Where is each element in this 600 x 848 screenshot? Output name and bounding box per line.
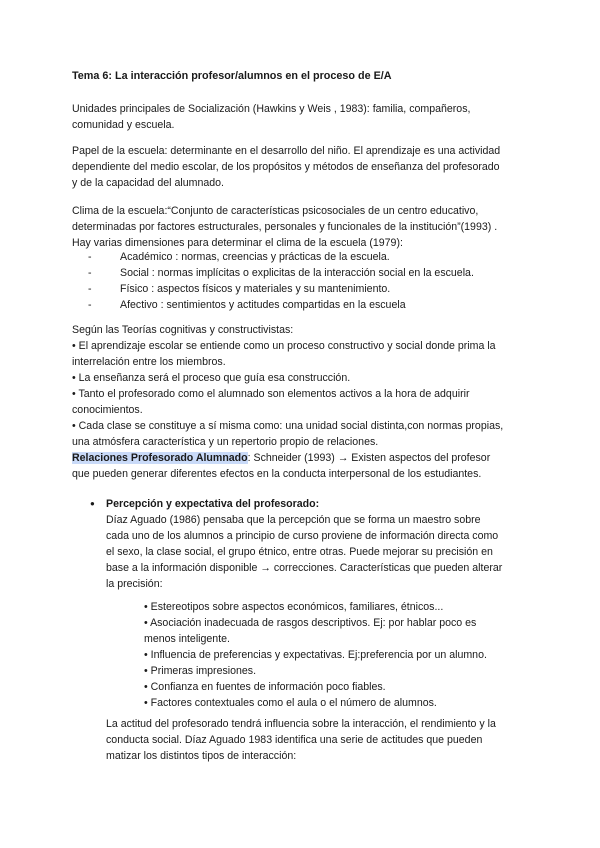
list-item: - Físico : aspectos físicos y materiales y su mantenimiento. [88, 281, 474, 297]
paragraph-clima [72, 203, 542, 251]
section-heading: ● Percepción y expectativa del profesorado: [90, 496, 542, 512]
text-line: Hay varias dimensiones para determinar el clima de la escuela (1979): [72, 237, 403, 249]
text-line: Díaz Aguado (1986) pensaba que la percepción que se forma un maestro sobre [106, 514, 481, 526]
text-line [72, 450, 542, 466]
paragraph-teorias [72, 322, 542, 450]
list-item: menos inteligente. [144, 633, 230, 645]
dimension-list [88, 249, 474, 313]
text-line: comunidad y escuela. [72, 119, 175, 131]
text-line: Papel de la escuela: determinante en el desarrollo del niño. El aprendizaje es una actividad [72, 145, 501, 157]
text-line: y de la capacidad del alumnado. [72, 177, 224, 189]
text-line: La actitud del profesorado tendrá influencia sobre la interacción, el rendimiento y la [106, 718, 496, 730]
text-line: el sexo, la clase social, el grupo étnico, entre otras. Puede mejorar su precisión en [106, 546, 493, 558]
list-item: • Influencia de preferencias y expectativas. Ej:preferencia por un alumno. [144, 649, 487, 661]
paragraph-papel [72, 143, 542, 191]
text-line: determinadas por factores estructurales, personales y funcionales de la institución”(1993) . [72, 221, 498, 233]
text-line: la precisión: [106, 578, 163, 590]
paragraph-unidades [72, 101, 542, 133]
text-line: Unidades principales de Socialización (Hawkins y Weis , 1983): familia, compañeros, [72, 103, 471, 115]
document-title: Tema 6: La interacción profesor/alumnos en el proceso de E/A [72, 70, 392, 82]
paragraph-actitud [106, 716, 542, 764]
section-percepcion [90, 496, 542, 592]
list-item: • Estereotipos sobre aspectos económicos, familiares, étnicos... [144, 601, 444, 613]
text-line: dependiente del medio escolar, de los propósitos y métodos de enseñanza del profesorado [72, 161, 500, 173]
text-fragment: : Schneider (1993) → Existen aspectos del profesor [247, 452, 491, 464]
text-line: una atmósfera característica y un repertorio propio de relaciones. [72, 436, 379, 448]
paragraph-relaciones [72, 450, 542, 482]
text-line: conocimientos. [72, 404, 143, 416]
list-item: - Académico : normas, creencias y prácticas de la escuela. [88, 249, 474, 265]
text-line: • La enseñanza será el proceso que guía esa construcción. [72, 372, 351, 384]
factor-list [144, 599, 524, 711]
list-item: • Factores contextuales como el aula o el número de alumnos. [144, 697, 437, 709]
text-line: que pueden generar diferentes efectos en la conducta interpersonal de los estudiantes. [72, 468, 482, 480]
highlighted-heading: Relaciones Profesorado Alumnado [72, 452, 248, 464]
text-line: Según las Teorías cognitivas y constructivistas: [72, 324, 294, 336]
text-line: • Cada clase se constituye a sí misma como: una unidad social distinta,con normas propias, [72, 420, 504, 432]
text-line: cada uno de los alumnos a principio de curso proviene de información directa como [106, 530, 499, 542]
list-item: - Afectivo : sentimientos y actitudes compartidas en la escuela [88, 297, 474, 313]
section-text [90, 512, 542, 592]
text-line: base a la información disponible → correcciones. Características que pueden alterar [106, 562, 503, 574]
list-item: • Confianza en fuentes de información poco fiables. [144, 681, 386, 693]
list-item: - Social : normas implícitas o explicitas de la interacción social en la escuela. [88, 265, 474, 281]
text-line: matizar los distintos tipos de interacción: [106, 750, 297, 762]
text-line: conducta social. Díaz Aguado 1983 identifica una serie de actitudes que pueden [106, 734, 483, 746]
list-item: • Asociación inadecuada de rasgos descriptivos. Ej: por hablar poco es [144, 617, 477, 629]
text-line: Clima de la escuela:“Conjunto de características psicosociales de un centro educativo, [72, 205, 479, 217]
list-item: • Primeras impresiones. [144, 665, 257, 677]
text-line: interrelación entre los miembros. [72, 356, 226, 368]
text-line: • Tanto el profesorado como el alumnado son elementos activos a la hora de adquirir [72, 388, 470, 400]
text-line: • El aprendizaje escolar se entiende como un proceso constructivo y social donde prima la [72, 340, 496, 352]
